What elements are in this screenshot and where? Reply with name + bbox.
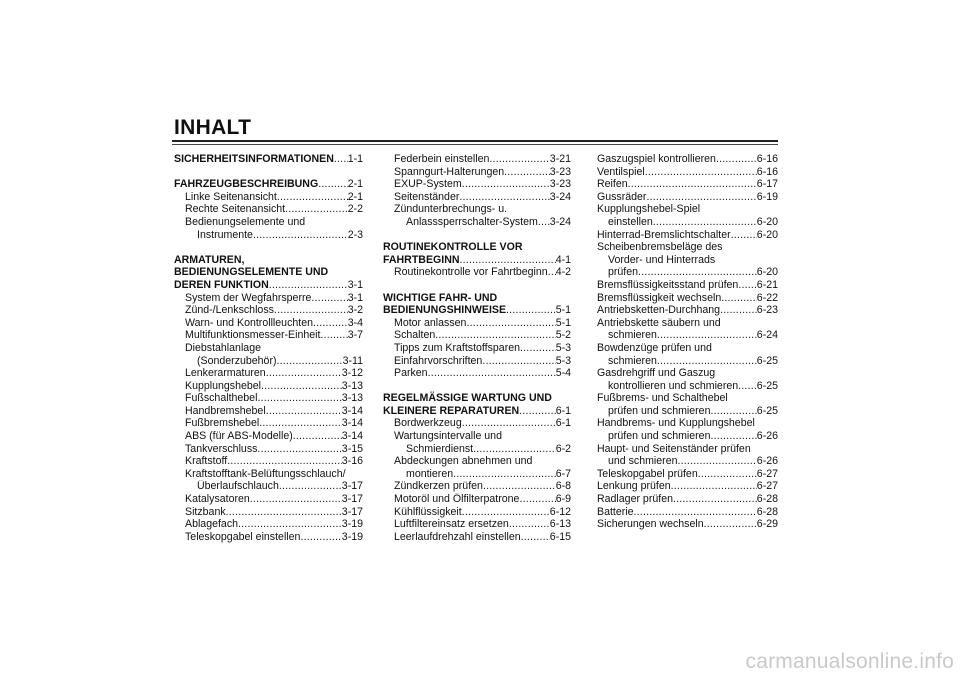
dot-leader	[721, 292, 757, 305]
toc-entry[interactable]	[174, 405, 363, 418]
dot-leader	[538, 216, 550, 229]
toc-entry[interactable]	[597, 405, 778, 418]
toc-page-number: 4-2	[555, 266, 571, 279]
toc-page-number: 3-17	[341, 493, 363, 506]
toc-entry-title: schmieren	[608, 329, 657, 342]
toc-heading-line: Handbrems- und Kupplungshebel	[597, 417, 755, 430]
toc-entry[interactable]	[174, 455, 363, 468]
toc-entry-title: Reifen	[597, 178, 628, 191]
toc-heading-line: Fußbrems- und Schalthebel	[597, 392, 728, 405]
toc-entry[interactable]	[597, 166, 778, 179]
toc-page-number: 6-2	[555, 442, 571, 455]
toc-entry[interactable]	[597, 191, 778, 204]
toc-page-number: 3-17	[341, 505, 363, 518]
toc-entry-title: Einfahrvorschriften	[394, 354, 483, 367]
toc-heading-line: WICHTIGE FAHR- UND	[383, 291, 498, 304]
dot-leader	[313, 317, 348, 330]
toc-heading-line: Bowdenzüge prüfen und	[597, 341, 712, 354]
toc-entry-title: Leerlaufdrehzahl einstellen	[394, 530, 521, 543]
toc-entry-title: Gaszugspiel kontrollieren	[597, 153, 716, 165]
toc-entry-title: Motoröl und Ölfilterpatrone	[394, 493, 520, 506]
toc-page-number: 6-29	[756, 518, 778, 531]
dot-leader	[274, 304, 348, 317]
toc-entry-title: ABS (für ABS-Modelle)	[185, 430, 293, 443]
toc-page-number: 6-22	[756, 291, 778, 304]
toc-page-number: 3-15	[341, 442, 363, 455]
toc-entry[interactable]	[383, 443, 571, 456]
toc-entry[interactable]	[597, 279, 778, 292]
toc-entry-title: System der Wegfahrsperre	[185, 291, 312, 304]
dot-leader	[261, 380, 342, 393]
toc-entry[interactable]	[597, 455, 778, 468]
toc-heading-line: ROUTINEKONTROLLE VOR	[383, 241, 523, 254]
toc-page-number: 6-9	[555, 493, 571, 506]
toc-entry-title: Zündkerzen prüfen	[394, 480, 483, 493]
toc-entry[interactable]	[174, 153, 363, 166]
dot-leader	[521, 531, 550, 544]
toc-heading-line: Kupplungshebel-Spiel	[597, 203, 701, 216]
toc-entry[interactable]	[597, 430, 778, 443]
toc-page-number: 6-16	[756, 153, 778, 165]
toc-entry[interactable]	[597, 292, 778, 305]
toc-entry[interactable]	[174, 392, 363, 405]
toc-entry[interactable]	[383, 329, 571, 342]
toc-entry-title: Katalysatoren	[185, 493, 250, 506]
toc-page-number: 6-25	[756, 379, 778, 392]
toc-page-number: 6-26	[756, 455, 778, 468]
toc-entry-title: prüfen	[608, 266, 639, 279]
toc-page-number: 3-19	[341, 530, 363, 543]
toc-entry-title: Hinterrad-Bremslichtschalter	[597, 228, 731, 241]
toc-page-number: 6-27	[756, 480, 778, 493]
toc-entry[interactable]	[383, 191, 571, 204]
toc-entry[interactable]	[383, 367, 571, 380]
toc-page-number: 3-1	[347, 278, 363, 291]
toc-page-number: 3-23	[549, 178, 571, 191]
toc-page-number: 3-24	[549, 215, 571, 228]
dot-leader	[285, 203, 348, 216]
dot-leader	[238, 518, 342, 531]
toc-entry[interactable]	[597, 178, 778, 191]
dot-leader	[482, 355, 555, 368]
toc-page-number: 3-16	[341, 455, 363, 468]
toc-entry[interactable]	[174, 292, 363, 305]
toc-entry[interactable]	[383, 304, 571, 317]
toc-entry-title: FAHRTBEGINN	[383, 253, 460, 266]
toc-page-number: 6-23	[756, 304, 778, 317]
toc-entry[interactable]	[597, 216, 778, 229]
dot-leader	[731, 229, 757, 242]
toc-entry[interactable]	[174, 493, 363, 506]
toc-entry[interactable]	[174, 304, 363, 317]
dot-leader	[269, 279, 348, 292]
dot-leader	[489, 153, 549, 166]
dot-leader	[634, 506, 757, 519]
dot-leader	[673, 493, 757, 506]
toc-page-number: 2-2	[347, 203, 363, 216]
toc-page-number: 3-13	[341, 392, 363, 405]
toc-entry[interactable]	[383, 266, 571, 279]
toc-page-number: 6-7	[555, 467, 571, 480]
toc-column-3	[597, 153, 778, 531]
toc-entry[interactable]	[597, 493, 778, 506]
toc-entry[interactable]	[174, 203, 363, 216]
toc-entry-title: BEDIENUNGSHINWEISE	[383, 304, 507, 317]
toc-entry-title: Linke Seitenansicht	[185, 190, 277, 203]
toc-entry[interactable]	[174, 531, 363, 544]
dot-leader	[226, 506, 342, 519]
toc-entry[interactable]	[597, 506, 778, 519]
toc-entry-title: Instrumente	[197, 228, 253, 241]
toc-entry-title: Fußbremshebel	[185, 417, 260, 430]
toc-heading-line: Diebstahlanlage	[185, 341, 261, 354]
toc-entry-title: Zünd-/Lenkschloss	[185, 304, 274, 317]
toc-entry-title: KLEINERE REPARATUREN	[383, 404, 520, 417]
dot-leader	[720, 304, 757, 317]
toc-entry-title: Handbremshebel	[185, 404, 266, 417]
toc-page-number: 6-20	[756, 266, 778, 279]
toc-heading-line: ARMATUREN,	[174, 253, 245, 266]
dot-leader	[671, 480, 757, 493]
dot-leader	[548, 266, 556, 279]
toc-page-number: 6-1	[555, 404, 571, 417]
toc-heading-line: Antriebskette säubern und	[597, 316, 721, 329]
dot-leader	[279, 480, 342, 493]
toc-page-number: 5-2	[555, 329, 571, 342]
toc-entry-title: Überlaufschlauch	[197, 480, 279, 493]
toc-entry-title: EXUP-System	[394, 178, 462, 191]
toc-entry[interactable]	[597, 229, 778, 242]
dot-leader	[250, 493, 342, 506]
dot-leader	[293, 430, 342, 443]
dot-leader	[320, 329, 347, 342]
dot-leader	[483, 480, 556, 493]
toc-entry[interactable]	[174, 443, 363, 456]
toc-page-number: 5-3	[555, 354, 571, 367]
toc-entry-title: Sicherungen wechseln	[597, 518, 704, 531]
dot-leader	[334, 153, 348, 166]
dot-leader	[716, 153, 757, 166]
toc-page-number: 6-26	[756, 430, 778, 443]
toc-heading-line: REGELMÄSSIGE WARTUNG UND	[383, 392, 552, 405]
toc-entry[interactable]	[174, 430, 363, 443]
toc-entry-title: kontrollieren und schmieren	[608, 379, 739, 392]
toc-entry-title: schmieren	[608, 354, 657, 367]
dot-leader	[519, 493, 555, 506]
toc-entry[interactable]	[597, 329, 778, 342]
toc-page-number: 3-12	[341, 367, 363, 380]
dot-leader	[473, 443, 556, 456]
page-title: INHALT	[174, 116, 252, 139]
toc-page-number: 3-11	[342, 354, 363, 367]
dot-leader	[698, 468, 757, 481]
toc-entry[interactable]	[174, 317, 363, 330]
toc-page-number: 3-4	[347, 316, 363, 329]
toc-entry-title: Bremsflüssigkeitsstand prüfen	[597, 278, 739, 291]
toc-page-number: 3-23	[549, 165, 571, 178]
dot-leader	[460, 254, 556, 267]
toc-entry-title: montieren	[406, 467, 454, 480]
toc-heading-line: Abdeckungen abnehmen und	[394, 455, 533, 468]
toc-entry[interactable]	[383, 178, 571, 191]
toc-entry[interactable]	[174, 506, 363, 519]
toc-entry[interactable]	[174, 518, 363, 531]
dot-leader	[259, 417, 342, 430]
dot-leader	[646, 191, 756, 204]
toc-entry-title: Gussräder	[597, 190, 647, 203]
toc-entry-title: Kraftstoff	[185, 455, 228, 468]
dot-leader	[257, 392, 341, 405]
toc-entry[interactable]	[597, 266, 778, 279]
toc-entry-title: prüfen und schmieren	[608, 430, 711, 443]
toc-entry-title: DEREN FUNKTION	[174, 278, 269, 291]
toc-page-number: 2-1	[347, 190, 363, 203]
toc-entry[interactable]	[383, 417, 571, 430]
watermark: carmanualsonline.info	[745, 650, 954, 673]
toc-heading-line: Vorder- und Hinterrads	[608, 253, 716, 266]
toc-entry-title: Bremsflüssigkeit wechseln	[597, 291, 722, 304]
toc-entry-title: Federbein einstellen	[394, 153, 490, 165]
dot-leader	[466, 317, 555, 330]
toc-heading-line: Bedienungselemente und	[185, 215, 306, 228]
dot-leader	[638, 266, 757, 279]
dot-leader	[653, 216, 757, 229]
toc-entry[interactable]	[597, 518, 778, 531]
toc-entry-title: Kühlflüssigkeit	[394, 505, 462, 518]
dot-leader	[428, 367, 556, 380]
toc-entry-title: Ablagefach	[185, 518, 239, 531]
toc-page-number: 6-8	[555, 480, 571, 493]
dot-leader	[227, 455, 342, 468]
toc-page-number: 2-1	[347, 178, 363, 191]
dot-leader	[277, 191, 348, 204]
toc-entry[interactable]	[174, 417, 363, 430]
toc-entry-title: Lenkung prüfen	[597, 480, 671, 493]
toc-heading-line: Wartungsintervalle und	[394, 430, 502, 443]
dot-leader	[520, 342, 556, 355]
toc-entry[interactable]	[174, 380, 363, 393]
toc-page-number: 6-16	[756, 165, 778, 178]
toc-entry-title: Spanngurt-Halterungen	[394, 165, 505, 178]
toc-page-number: 3-14	[341, 417, 363, 430]
dot-leader	[506, 304, 556, 317]
toc-entry-title: Lenkerarmaturen	[185, 367, 266, 380]
toc-entry[interactable]	[383, 254, 571, 267]
dot-leader	[710, 430, 756, 443]
toc-page-number: 3-1	[347, 291, 363, 304]
dot-leader	[266, 405, 342, 418]
toc-page-number: 6-28	[756, 493, 778, 506]
toc-entry-title: Sitzbank	[185, 505, 226, 518]
toc-column-1	[174, 153, 363, 543]
dot-leader	[645, 166, 757, 179]
dot-leader	[628, 178, 757, 191]
toc-entry-title: Teleskopgabel prüfen	[597, 467, 698, 480]
toc-page-number: 6-12	[549, 505, 571, 518]
toc-entry-title: FAHRZEUGBESCHREIBUNG	[174, 178, 319, 191]
toc-entry[interactable]	[383, 166, 571, 179]
toc-page-number: 3-17	[341, 480, 363, 493]
dot-leader	[657, 329, 757, 342]
dot-leader	[657, 355, 757, 368]
toc-page-number: 5-1	[555, 304, 571, 317]
toc-heading-line: Gasdrehgriff und Gaszug	[597, 367, 716, 380]
toc-heading-line: Scheibenbremsbeläge des	[597, 241, 723, 254]
toc-entry-title: prüfen und schmieren	[608, 404, 711, 417]
toc-entry[interactable]	[174, 367, 363, 380]
toc-page-number: 6-27	[756, 467, 778, 480]
title-rule-thin	[172, 144, 778, 145]
toc-page-number: 6-17	[756, 178, 778, 191]
dot-leader	[453, 468, 556, 481]
toc-page-number: 6-20	[756, 215, 778, 228]
dot-leader	[509, 518, 550, 531]
toc-page-number: 3-14	[341, 404, 363, 417]
toc-entry-title: Seitenständer	[394, 190, 460, 203]
dot-leader	[462, 417, 556, 430]
toc-entry[interactable]	[383, 342, 571, 355]
toc-entry-title: Radlager prüfen	[597, 493, 673, 506]
dot-leader	[435, 329, 555, 342]
toc-page-number: 3-2	[347, 304, 363, 317]
toc-entry[interactable]	[383, 518, 571, 531]
dot-leader	[257, 443, 341, 456]
toc-entry-title: Anlasssperrschalter-System	[406, 215, 538, 228]
toc-entry-title: Schalten	[394, 329, 436, 342]
toc-entry[interactable]	[174, 229, 363, 242]
dot-leader	[704, 518, 757, 531]
toc-entry-title: SICHERHEITSINFORMATIONEN	[174, 153, 334, 165]
toc-entry-title: Batterie	[597, 505, 634, 518]
toc-entry[interactable]	[383, 355, 571, 368]
toc-heading-line: BEDIENUNGSELEMENTE UND	[174, 266, 329, 279]
toc-entry[interactable]	[383, 480, 571, 493]
dot-leader	[318, 178, 347, 191]
dot-leader	[277, 355, 343, 368]
toc-page-number: 2-3	[347, 228, 363, 241]
toc-heading-line: Zündunterbrechungs- u.	[394, 203, 508, 216]
toc-entry-title: Schmierdienst	[406, 442, 474, 455]
toc-entry-title: Teleskopgabel einstellen	[185, 530, 301, 543]
toc-page-number: 5-4	[555, 367, 571, 380]
toc-page-number: 3-14	[341, 430, 363, 443]
toc-page-number: 3-21	[549, 153, 571, 165]
toc-entry[interactable]	[174, 355, 363, 368]
toc-entry-title: Antriebsketten-Durchhang	[597, 304, 721, 317]
toc-heading-line: Kraftstofftank-Belüftungsschlauch/	[185, 467, 346, 480]
dot-leader	[300, 531, 341, 544]
toc-page-number: 3-13	[341, 379, 363, 392]
toc-page-number: 6-20	[756, 228, 778, 241]
toc-page-number: 6-13	[549, 518, 571, 531]
toc-entry[interactable]	[174, 191, 363, 204]
toc-entry-title: Luftfiltereinsatz ersetzen	[394, 518, 509, 531]
toc-page-number: 3-24	[549, 190, 571, 203]
toc-entry[interactable]	[597, 153, 778, 166]
dot-leader	[253, 229, 348, 242]
toc-entry[interactable]	[597, 355, 778, 368]
toc-entry[interactable]	[383, 468, 571, 481]
dot-leader	[266, 367, 342, 380]
toc-page-number: 6-25	[756, 404, 778, 417]
toc-entry-title: einstellen	[608, 215, 653, 228]
toc-entry-title: Routinekontrolle vor Fahrtbeginn	[394, 266, 548, 279]
toc-page-number: 4-1	[555, 253, 571, 266]
toc-page-number: 6-24	[756, 329, 778, 342]
dot-leader	[311, 292, 347, 305]
toc-entry[interactable]	[383, 216, 571, 229]
dot-leader	[462, 506, 550, 519]
toc-entry-title: Warn- und Kontrollleuchten	[185, 316, 313, 329]
toc-entry-title: und schmieren	[608, 455, 678, 468]
toc-page-number: 6-25	[756, 354, 778, 367]
toc-entry-title: Ventilspiel	[597, 165, 645, 178]
toc-entry[interactable]	[597, 304, 778, 317]
toc-entry[interactable]	[597, 468, 778, 481]
dot-leader	[462, 178, 550, 191]
toc-entry[interactable]	[174, 329, 363, 342]
dot-leader	[519, 405, 556, 418]
title-rule	[172, 140, 778, 142]
toc-entry[interactable]	[174, 178, 363, 191]
dot-leader	[710, 405, 756, 418]
toc-heading-line: Haupt- und Seitenständer prüfen	[597, 442, 751, 455]
toc-entry-title: Multifunktionsmesser-Einheit	[185, 329, 321, 342]
toc-entry-title: Bordwerkzeug	[394, 417, 462, 430]
toc-entry[interactable]	[383, 506, 571, 519]
toc-page-number: 3-19	[341, 518, 363, 531]
toc-entry-title: Motor anlassen	[394, 316, 467, 329]
toc-page-number: 6-1	[555, 417, 571, 430]
toc-entry[interactable]	[383, 405, 571, 418]
toc-entry-title: Parken	[394, 367, 428, 380]
toc-entry-title: Fußschalthebel	[185, 392, 258, 405]
toc-page-number: 3-7	[347, 329, 363, 342]
toc-entry-title: Kupplungshebel	[185, 379, 261, 392]
toc-column-2	[383, 153, 571, 543]
toc-entry[interactable]	[174, 480, 363, 493]
toc-entry[interactable]	[597, 480, 778, 493]
dot-leader	[504, 166, 550, 179]
toc-page-number: 6-28	[756, 505, 778, 518]
toc-page-number: 5-1	[555, 316, 571, 329]
toc-page-number: 6-21	[756, 278, 778, 291]
toc-entry-title: Tipps zum Kraftstoffsparen	[394, 341, 521, 354]
toc-entry[interactable]	[383, 531, 571, 544]
toc-entry[interactable]	[383, 317, 571, 330]
toc-page-number: 6-15	[549, 530, 571, 543]
toc-entry[interactable]	[174, 279, 363, 292]
dot-leader	[738, 380, 757, 393]
toc-entry[interactable]	[383, 153, 571, 166]
toc-page-number: 6-19	[756, 190, 778, 203]
toc-entry-title: Rechte Seitenansicht	[185, 203, 286, 216]
dot-leader	[738, 279, 756, 292]
toc-entry-title: Tankverschluss	[185, 442, 258, 455]
toc-entry[interactable]	[383, 493, 571, 506]
dot-leader	[459, 191, 549, 204]
dot-leader	[678, 455, 757, 468]
toc-entry[interactable]	[597, 380, 778, 393]
toc-entry-title: (Sonderzubehör)	[197, 354, 277, 367]
toc-page-number: 1-1	[347, 153, 363, 165]
toc-page-number: 5-3	[555, 341, 571, 354]
